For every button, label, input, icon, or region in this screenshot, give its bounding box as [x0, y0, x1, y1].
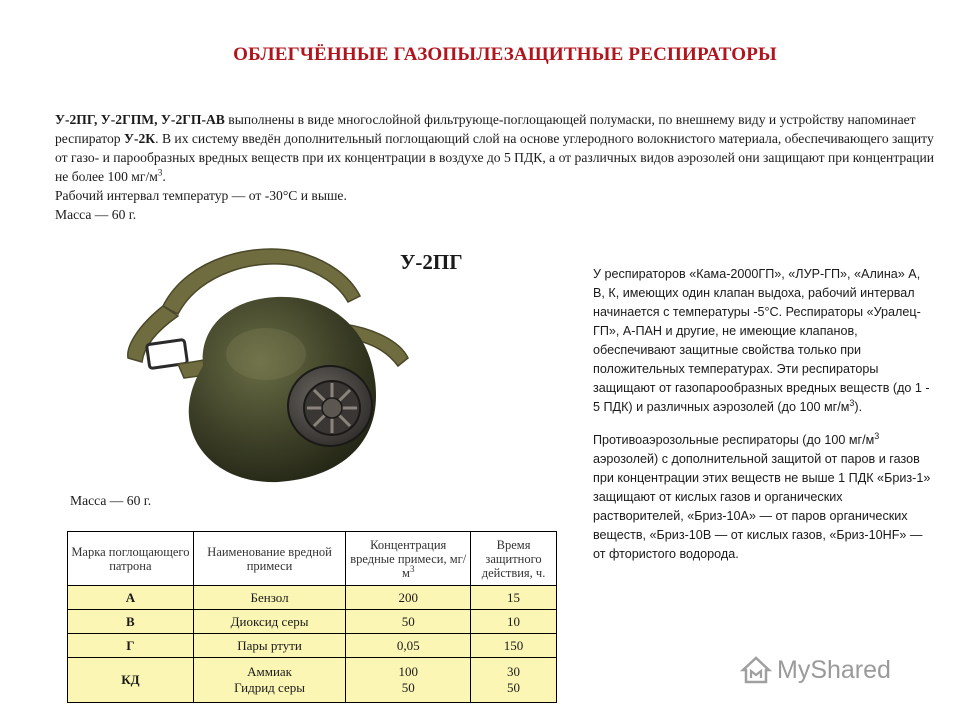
intro-models: У-2ПГ, У-2ГПМ, У-2ГП-АВ — [55, 112, 225, 127]
row-concentration: 50 — [346, 610, 471, 634]
side-paragraph-2 — [593, 431, 933, 564]
table-row — [68, 586, 557, 610]
intro-text-2: . В их систему введён дополнительный поглощающий слой на основе углеродного волокнистого материала, обеспечивающего защиту от газо- и парообразных вредных веществ при их концентрации в воздухе до 5 ПДК, а от различных видов аэрозолей они защищают при концентрации не более 100 мг/м — [55, 131, 935, 184]
side-text — [593, 265, 933, 564]
side-p1-end: ). — [854, 400, 863, 414]
cartridge-table — [67, 531, 557, 703]
watermark-text: MyShared — [777, 655, 891, 684]
header-protection-time: Время защитного действия, ч. — [471, 532, 557, 586]
row-time: 10 — [471, 610, 557, 634]
model-label: У-2ПГ — [400, 250, 463, 274]
row-substance-2: Гидрид серы — [234, 680, 305, 695]
row-time: 150 — [471, 634, 557, 658]
table-row — [68, 634, 557, 658]
intro-ref-model: У-2К — [123, 131, 156, 146]
side-p2-text: Противоаэрозольные респираторы (до 100 мг/м — [593, 433, 875, 447]
row-concentration: 200 — [346, 586, 471, 610]
row-time — [471, 658, 557, 703]
watermark-logo — [740, 654, 891, 686]
mass-caption: Масса — 60 г. — [70, 493, 152, 508]
table-header-row — [68, 532, 557, 586]
intro-text-1: выполнены в виде многослойной фильтрующе-поглощающей полумаски, по внешнему виду и устройству напоминает респиратор — [55, 112, 916, 146]
row-substance-1: Аммиак — [247, 664, 292, 679]
respirator-image — [118, 246, 418, 496]
intro-paragraph — [55, 110, 935, 224]
intro-mass: Масса — 60 г. — [55, 207, 137, 222]
row-concentration-1: 100 — [398, 664, 418, 679]
row-substance — [193, 658, 346, 703]
myshared-logo-icon — [740, 654, 772, 686]
header-substance: Наименование вредной примеси — [193, 532, 346, 586]
row-code: А — [68, 586, 194, 610]
intro-temperature: Рабочий интервал температур — от -30°С и выше. — [55, 188, 347, 203]
side-p2-end: аэрозолей) с дополнительной защитой от паров и газов при концентрации этих веществ не выше 1 ПДК «Бриз-1» защищают от кислых газов и органических растворителей, «Бриз-10А» — от паров органических веществ, «Бриз-10В — от кислых газов, «Бриз-10HF» — от фтористого водорода. — [593, 452, 931, 561]
side-p2-sup: 3 — [874, 430, 880, 441]
intro-text-3: . — [162, 169, 166, 184]
side-p1-sup: 3 — [849, 397, 855, 408]
intro-unit-sup: 3 — [157, 167, 163, 178]
header-concentration — [346, 532, 471, 586]
row-time: 15 — [471, 586, 557, 610]
respirator-illustration — [118, 246, 418, 496]
row-concentration: 0,05 — [346, 634, 471, 658]
row-concentration — [346, 658, 471, 703]
table-row — [68, 658, 557, 703]
header-concentration-text: Концентрация вредные примеси, мг/м — [350, 537, 467, 580]
row-substance: Пары ртути — [193, 634, 346, 658]
header-concentration-sup: 3 — [409, 563, 415, 574]
header-cartridge-brand: Марка поглощающего патрона — [68, 532, 194, 586]
row-time-2: 50 — [507, 680, 521, 695]
row-substance: Бензол — [193, 586, 346, 610]
side-p1-text: У респираторов «Кама-2000ГП», «ЛУР-ГП», «Алина» А, В, К, имеющих один клапан выдоха, рабочий интервал начинается с температуры -5°С. Респираторы «Уралец-ГП», А-ПАН и другие, не имеющие клапанов, обеспечивают защитные свойства только при положительных температурах. Эти респираторы защищают от газопарообразных вредных веществ (до 1 - 5 ПДК) и различных аэрозолей (до 100 мг/м — [593, 267, 930, 414]
row-time-1: 30 — [507, 664, 521, 679]
row-concentration-2: 50 — [401, 680, 415, 695]
side-paragraph-1 — [593, 265, 933, 417]
row-code: Г — [68, 634, 194, 658]
row-substance: Диоксид серы — [193, 610, 346, 634]
table-row — [68, 610, 557, 634]
row-code: В — [68, 610, 194, 634]
intro-description — [55, 110, 935, 186]
page-title: ОБЛЕГЧЁННЫЕ ГАЗОПЫЛЕЗАЩИТНЫЕ РЕСПИРАТОРЫ — [233, 44, 777, 65]
row-code: КД — [68, 658, 194, 703]
